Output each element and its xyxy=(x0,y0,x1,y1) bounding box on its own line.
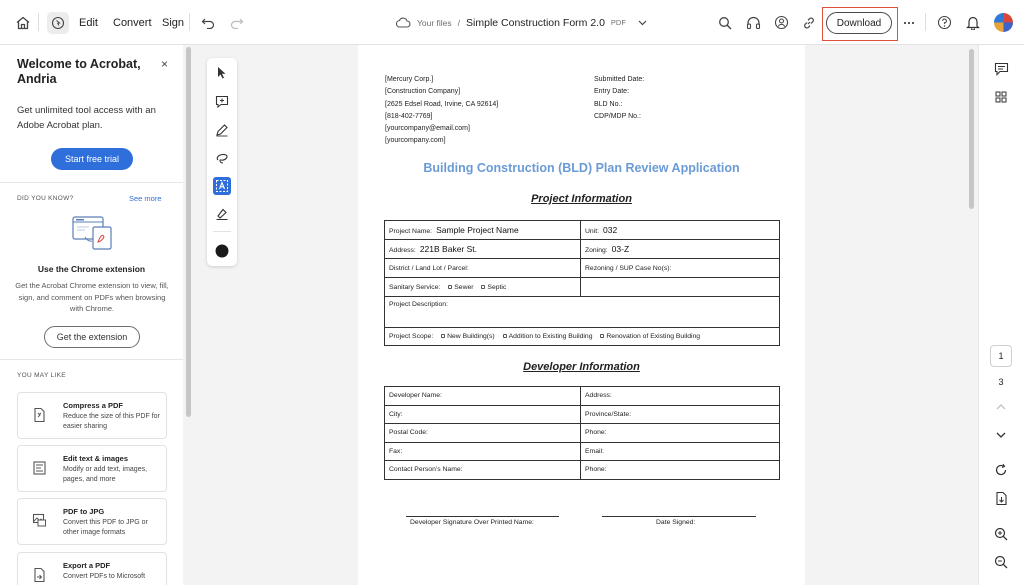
phone-cell[interactable]: Phone: xyxy=(581,424,780,443)
field-label: Address: xyxy=(389,247,416,254)
rezoning-cell[interactable] xyxy=(581,259,780,278)
get-extension-button[interactable]: Get the extension xyxy=(44,326,140,348)
field-label: Sanitary Service: xyxy=(389,283,441,291)
sender-line: [yourcompany.com] xyxy=(385,137,446,145)
field-label: Zoning: xyxy=(585,247,608,254)
sender-line: [818-402-7769] xyxy=(385,112,433,120)
pdf-to-jpg-card[interactable] xyxy=(17,498,167,545)
compress-icon xyxy=(32,407,46,428)
address-value[interactable]: 221B Baker St. xyxy=(419,244,477,254)
download-button[interactable]: Download xyxy=(826,12,892,34)
renovation-checkbox[interactable] xyxy=(600,333,700,340)
left-panel xyxy=(0,45,183,585)
district-cell[interactable] xyxy=(385,259,581,278)
avatar[interactable] xyxy=(994,13,1013,32)
divider xyxy=(0,182,183,183)
date-line xyxy=(602,516,756,517)
field-label: Rezoning / SUP Case No(s): xyxy=(585,264,672,272)
meta-line: CDP/MDP No.: xyxy=(594,112,641,120)
project-info-table xyxy=(384,220,780,346)
sender-block xyxy=(385,74,498,148)
meta-line: BLD No.: xyxy=(594,100,623,108)
sender-line: [Mercury Corp.] xyxy=(385,76,434,83)
email-cell[interactable]: Email: xyxy=(581,442,780,461)
zoom-in-icon[interactable] xyxy=(991,524,1011,544)
chevron-down-icon[interactable] xyxy=(991,425,1011,445)
card-description: Convert this PDF to JPG or other image formats xyxy=(63,519,148,536)
edit-menu[interactable]: Edit xyxy=(79,16,98,29)
option-label: New Building(s) xyxy=(447,333,495,340)
draw-pen-icon[interactable] xyxy=(213,121,231,139)
card-title: Compress a PDF xyxy=(63,401,124,410)
project-name-cell[interactable] xyxy=(385,221,581,240)
option-label: Sewer xyxy=(454,283,474,291)
left-panel-scrollbar[interactable] xyxy=(184,45,194,585)
card-description: Convert PDFs to Microsoft xyxy=(63,573,146,580)
developer-info-table xyxy=(384,386,780,480)
color-picker-icon[interactable] xyxy=(213,242,231,260)
promo-text: Get unlimited tool access with an Adobe Acrobat plan. xyxy=(17,105,156,131)
chevron-up-icon[interactable] xyxy=(991,397,1011,417)
you-may-like-label: YOU MAY LIKE xyxy=(17,372,66,379)
contact-phone-cell[interactable]: Phone: xyxy=(581,461,780,480)
file-name[interactable]: Simple Construction Form 2.0 xyxy=(466,16,605,29)
divider xyxy=(0,359,183,360)
edit-text-icon xyxy=(32,460,46,481)
meta-block xyxy=(594,74,644,123)
signature-label: Developer Signature Over Printed Name: xyxy=(410,519,534,526)
address-cell[interactable] xyxy=(385,240,581,259)
welcome-heading xyxy=(17,57,141,87)
document-scrollbar[interactable] xyxy=(966,45,978,585)
empty-cell xyxy=(581,278,780,297)
field-label: Project Description: xyxy=(389,301,448,308)
meta-line: Submitted Date: xyxy=(594,76,645,83)
developer-name-cell[interactable]: Developer Name: xyxy=(385,387,581,406)
file-type-label: PDF xyxy=(610,18,626,27)
fax-cell[interactable]: Fax: xyxy=(385,442,581,461)
sender-line: [yourcompany@email.com] xyxy=(385,125,470,133)
extension-description: Get the Acrobat Chrome extension to view, fill, sign, and comment on PDFs when browsing with Chrome. xyxy=(15,281,169,313)
developer-section-title: Developer Information xyxy=(523,361,640,373)
signature-line xyxy=(406,516,559,517)
rotate-icon[interactable] xyxy=(991,460,1011,480)
edit-text-images-card[interactable] xyxy=(17,445,167,492)
thumbnails-grid-icon[interactable] xyxy=(991,87,1011,107)
comments-icon[interactable] xyxy=(991,59,1011,79)
new-building-checkbox[interactable] xyxy=(441,333,495,340)
export-icon xyxy=(32,567,46,585)
card-title: Edit text & images xyxy=(63,454,129,463)
breadcrumb-separator: / xyxy=(457,17,461,28)
close-icon[interactable]: × xyxy=(161,57,169,71)
unit-value[interactable]: 032 xyxy=(602,225,618,235)
select-cursor-icon[interactable] xyxy=(213,64,231,82)
meta-line: Entry Date: xyxy=(594,88,630,96)
add-comment-icon[interactable] xyxy=(213,93,231,111)
developer-address-cell[interactable]: Address: xyxy=(581,387,780,406)
card-title: PDF to JPG xyxy=(63,507,105,516)
sanitary-cell xyxy=(385,278,581,297)
description-cell[interactable] xyxy=(385,297,780,328)
document-title: Building Construction (BLD) Plan Review Application xyxy=(423,161,740,175)
extension-title: Use the Chrome extension xyxy=(37,264,146,274)
card-title: Export a PDF xyxy=(63,561,111,570)
page-export-icon[interactable] xyxy=(991,488,1011,508)
select-tool-icon[interactable] xyxy=(47,12,69,34)
chevron-down-icon[interactable] xyxy=(638,20,647,26)
undo-icon[interactable] xyxy=(199,0,217,45)
zoning-value[interactable]: 03-Z xyxy=(611,244,630,254)
addition-checkbox[interactable] xyxy=(503,333,593,340)
compress-pdf-card[interactable] xyxy=(17,392,167,439)
option-label: Septic xyxy=(487,283,507,291)
image-convert-icon xyxy=(32,513,47,532)
freehand-draw-icon[interactable] xyxy=(213,149,231,167)
top-bar xyxy=(0,0,1024,45)
province-cell[interactable]: Province/State: xyxy=(581,405,780,424)
link-icon[interactable] xyxy=(800,0,818,45)
unit-cell[interactable] xyxy=(581,221,780,240)
field-label: District / Land Lot / Parcel: xyxy=(389,264,469,272)
user-name: Andria xyxy=(17,72,57,86)
zoom-out-icon[interactable] xyxy=(991,552,1011,572)
card-description: Modify or add text, images, pages, and more xyxy=(63,466,148,483)
zoning-cell[interactable] xyxy=(581,240,780,259)
right-rail xyxy=(978,45,1024,585)
search-icon[interactable] xyxy=(716,0,734,45)
export-pdf-card[interactable] xyxy=(17,552,167,585)
convert-menu[interactable]: Convert xyxy=(113,16,152,29)
see-more-link[interactable]: See more xyxy=(129,194,162,203)
did-you-know-label: DID YOU KNOW? xyxy=(17,195,74,202)
help-icon[interactable] xyxy=(935,0,953,45)
quick-tools-toolbar xyxy=(207,58,237,266)
option-label: Renovation of Existing Building xyxy=(606,333,701,340)
sign-menu[interactable]: Sign xyxy=(162,16,185,29)
date-label: Date Signed: xyxy=(656,519,696,526)
card-description: Reduce the size of this PDF for easier sharing xyxy=(63,413,160,430)
read-aloud-icon[interactable] xyxy=(744,0,762,45)
fill-sign-icon[interactable] xyxy=(213,205,231,223)
sender-line: [2625 Edsel Road, Irvine, CA 92614] xyxy=(385,100,499,108)
field-label: Project Scope: xyxy=(389,333,434,340)
more-options-icon[interactable] xyxy=(901,0,917,45)
septic-checkbox[interactable] xyxy=(481,284,506,291)
project-section-title: Project Information xyxy=(531,193,632,205)
start-free-trial-button[interactable]: Start free trial xyxy=(51,148,133,170)
city-cell[interactable]: City: xyxy=(385,405,581,424)
scope-cell xyxy=(385,328,780,346)
home-icon[interactable] xyxy=(13,0,33,45)
add-text-icon[interactable] xyxy=(213,177,231,195)
sewer-checkbox[interactable] xyxy=(448,284,473,291)
field-label: Project Name: xyxy=(389,228,433,235)
current-page-input[interactable]: 1 xyxy=(990,345,1012,367)
field-label: Unit: xyxy=(585,228,599,235)
postal-code-cell[interactable]: Postal Code: xyxy=(385,424,581,443)
welcome-line: Welcome to Acrobat, xyxy=(17,57,141,71)
total-pages: 3 xyxy=(998,377,1004,387)
option-label: Addition to Existing Building xyxy=(508,333,593,340)
breadcrumb-location[interactable]: Your files xyxy=(417,17,452,28)
redo-icon[interactable] xyxy=(228,0,246,45)
contact-person-cell[interactable]: Contact Person’s Name: xyxy=(385,461,581,480)
extension-illustration-icon xyxy=(71,215,115,256)
sender-line: [Construction Company] xyxy=(385,88,461,96)
pdf-page xyxy=(358,45,805,585)
share-user-icon[interactable] xyxy=(772,0,790,45)
bell-icon[interactable] xyxy=(964,0,982,45)
breadcrumb xyxy=(395,0,647,45)
cloud-icon xyxy=(395,17,411,28)
project-name-value[interactable]: Sample Project Name xyxy=(436,225,519,235)
